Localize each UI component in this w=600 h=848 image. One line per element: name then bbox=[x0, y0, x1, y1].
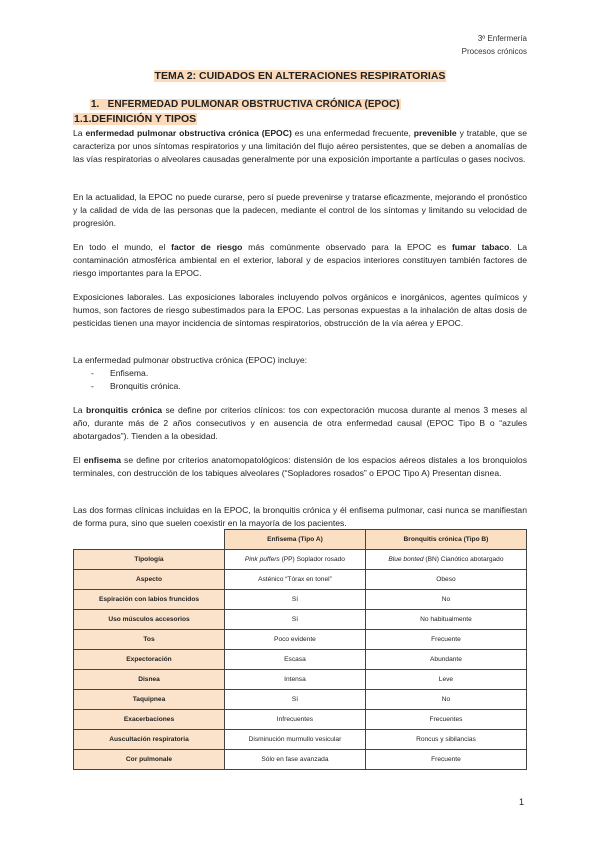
paragraph-definition: La enfermedad pulmonar obstructiva crónica (EPOC) es una enfermedad frecuente, prevenible y tratable, que se caracteriza por unos síntomas respiratorios y una limitación del flujo aéreo persistentes, que se deben a anomalías de las vías respiratorias o alveolares causadas generalmente por una exposición importante a partículas o gases nocivos. bbox=[73, 128, 528, 164]
table-cell: Blue bonted (BN) Cianótico abotargado bbox=[365, 550, 526, 570]
table-cell: Disminución murmullo vesicular bbox=[225, 730, 366, 750]
table-cell: No bbox=[365, 590, 526, 610]
table-cell: No habitualmente bbox=[365, 610, 526, 630]
table-cell: Infrecuentes bbox=[225, 710, 366, 730]
table-cell: Roncus y sibilancias bbox=[365, 730, 526, 750]
row-label: Tos bbox=[74, 630, 225, 650]
row-label: Taquipnea bbox=[74, 690, 225, 710]
table-cell: Obeso bbox=[365, 570, 526, 590]
table-header-row bbox=[74, 530, 527, 550]
table-cell: Sólo en fase avanzada bbox=[225, 750, 366, 770]
table-row bbox=[74, 730, 527, 750]
table-cell: Escasa bbox=[225, 650, 366, 670]
table-cell: Intensa bbox=[225, 670, 366, 690]
table-row bbox=[74, 590, 527, 610]
row-label: Disnea bbox=[74, 670, 225, 690]
page-header bbox=[462, 32, 527, 58]
table-row bbox=[74, 570, 527, 590]
table-cell: Pink puffers (PP) Soplador rosado bbox=[225, 550, 366, 570]
table-cell: Sí bbox=[225, 690, 366, 710]
table-cell: Asténico “Tórax en tonel” bbox=[225, 570, 366, 590]
table-cell: Sí bbox=[225, 610, 366, 630]
comparison-table bbox=[73, 529, 527, 770]
table-cell: Frecuente bbox=[365, 630, 526, 650]
table-cell: Abundante bbox=[365, 650, 526, 670]
table-row bbox=[74, 710, 527, 730]
table-cell: No bbox=[365, 690, 526, 710]
table-row bbox=[74, 750, 527, 770]
paragraph-prognosis: En la actualidad, la EPOC no puede curarse, pero sí puede prevenirse y tratarse eficazmente, mejorando el pronóstico y la calidad de vida de las personas que la padecen, mediante el control de los síntomas y limitando su velocidad de progresión. bbox=[73, 192, 527, 228]
section-heading: 1. ENFERMEDAD PULMONAR OBSTRUCTIVA CRÓNICA (EPOC) bbox=[91, 99, 400, 110]
table-row bbox=[74, 650, 527, 670]
column-header: Enfisema (Tipo A) bbox=[225, 530, 366, 550]
list-item: - Enfisema. bbox=[73, 367, 527, 380]
row-label: Tipología bbox=[74, 550, 225, 570]
table-row bbox=[74, 670, 527, 690]
table-cell: Poco evidente bbox=[225, 630, 366, 650]
list-item: - Bronquitis crónica. bbox=[73, 380, 527, 393]
epoc-types-list bbox=[73, 367, 527, 393]
row-label: Espiración con labios fruncidos bbox=[74, 590, 225, 610]
paragraph-risk-factors: En todo el mundo, el factor de riesgo más comúnmente observado para la EPOC es fumar tabaco. La contaminación atmosférica ambiental en el exterior, laboral y de espacios interiores constituyen también factores de riesgo importantes para la EPOC. bbox=[73, 242, 528, 278]
paragraph-emphysema: El enfisema se define por criterios anatomopatológicos: distensión de los espacios aéreos distales a los bronquiolos terminales, con destrucción de los tabiques alveolares (“Sopladores rosados” o EPOC Tipo A) Presentan disnea. bbox=[73, 455, 528, 478]
table-row bbox=[74, 690, 527, 710]
subject-label: Procesos crónicos bbox=[461, 47, 527, 56]
table-row bbox=[74, 630, 527, 650]
table-row bbox=[74, 610, 527, 630]
paragraph-occupational: Exposiciones laborales. Las exposiciones laborales incluyendo polvos orgánicos e inorgánicos, agentes químicos y humos, son factores de riesgo subestimados para la EPOC. Las personas expuestas a la inhalación de altas dosis de pesticidas tienen una mayor incidencia de síntomas respiratorios, obstrucción de la vía aérea y EPOC. bbox=[73, 292, 527, 328]
subsection-heading: 1.1.DEFINICIÓN Y TIPOS bbox=[74, 113, 197, 125]
table-cell: Frecuente bbox=[365, 750, 526, 770]
row-label: Auscultación respiratoria bbox=[74, 730, 225, 750]
table-cell: Sí bbox=[225, 590, 366, 610]
table-row bbox=[74, 550, 527, 570]
paragraph-coexist: Las dos formas clínicas incluidas en la EPOC, la bronquitis crónica y él enfisema pulmonar, casi nunca se manifiestan de forma pura, sino que suelen coexistir en la mayoría de los pacientes. bbox=[73, 505, 527, 528]
paragraph-includes: La enfermedad pulmonar obstructiva crónica (EPOC) incluye: - Enfisema. - Bronquitis crónica. bbox=[73, 354, 527, 393]
course-label: 3º Enfermería bbox=[477, 34, 527, 43]
column-header: Bronquitis crónica (Tipo B) bbox=[365, 530, 526, 550]
paragraph-bronchitis: La bronquitis crónica se define por criterios clínicos: tos con expectoración mucosa durante al menos 3 meses al año, durante más de 2 años consecutivos y en ausencia de otra enfermedad causal (EPOC Tipo B o “azules abotargados”). Tienden a la obesidad. bbox=[73, 405, 527, 441]
table-cell: Leve bbox=[365, 670, 526, 690]
row-label: Cor pulmonale bbox=[74, 750, 225, 770]
document-title: TEMA 2: CUIDADOS EN ALTERACIONES RESPIRATORIAS bbox=[154, 70, 446, 82]
page-number: 1 bbox=[518, 797, 524, 807]
row-label: Exacerbaciones bbox=[74, 710, 225, 730]
row-label: Uso músculos accesorios bbox=[74, 610, 225, 630]
row-label: Expectoración bbox=[74, 650, 225, 670]
row-label: Aspecto bbox=[74, 570, 225, 590]
table-cell: Frecuentes bbox=[365, 710, 526, 730]
